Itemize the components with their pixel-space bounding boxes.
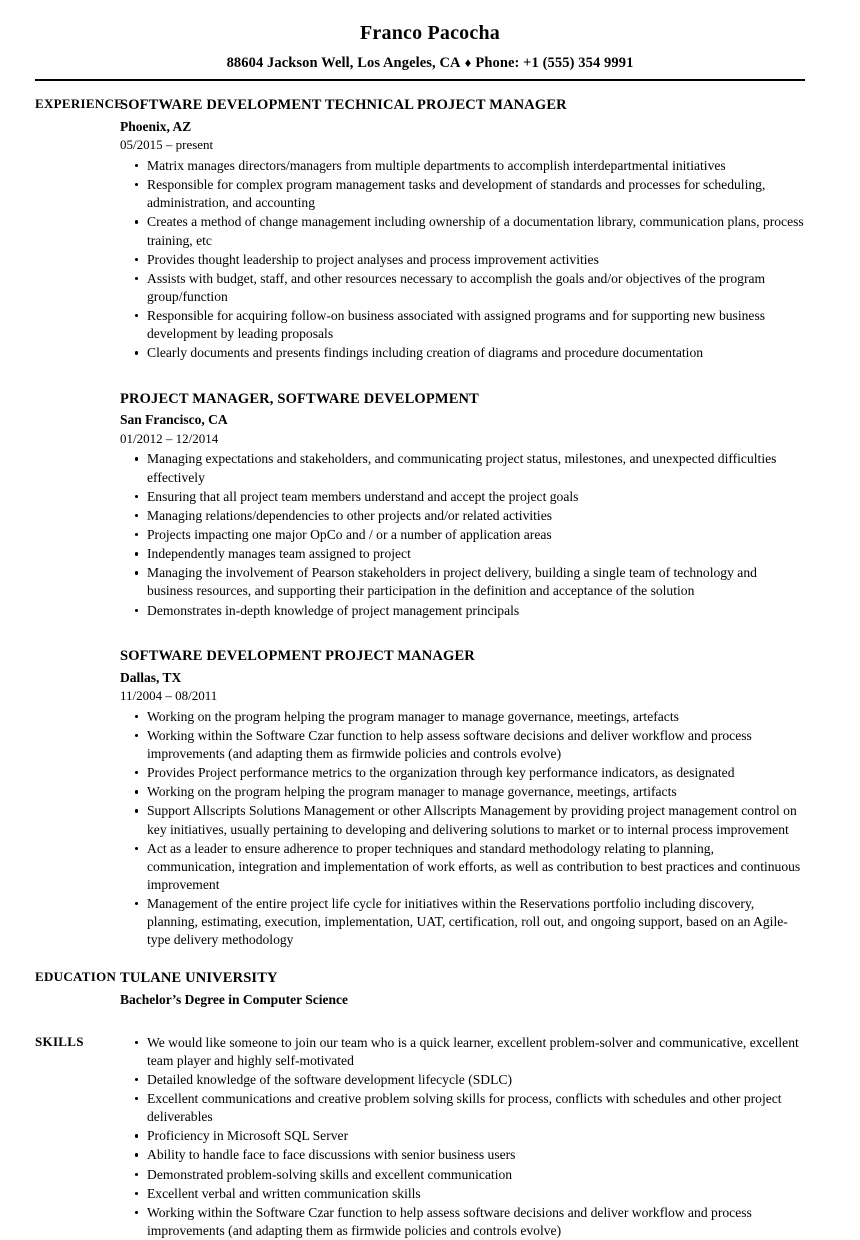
experience-body: [120, 96, 860, 951]
skills-section: [0, 1034, 860, 1240]
list-item: Assists with budget, staff, and other resources necessary to accomplish the goals and/or objectives of the program group/function: [120, 270, 805, 306]
list-item: Detailed knowledge of the software development lifecycle (SDLC): [120, 1071, 805, 1089]
list-item: Projects impacting one major OpCo and / or a number of application areas: [120, 526, 805, 544]
job-responsibility-list: [120, 450, 805, 619]
list-item: Working on the program helping the program manager to manage governance, meetings, artefacts: [120, 708, 805, 726]
candidate-name: Franco Pacocha: [360, 22, 500, 44]
contact-line: [0, 55, 860, 72]
job-dates: 11/2004 – 08/2011: [120, 687, 218, 703]
section-label-education: EDUCATION: [35, 968, 117, 984]
list-item: Responsible for complex program management tasks and development of standards and processes for scheduling, administration, and accounting: [120, 176, 805, 212]
list-item: Act as a leader to ensure adherence to proper techniques and standard methodology relating to planning, communication, integration and implementation of work efforts, as well as contribution to best practices and continuous improvement: [120, 840, 805, 894]
job-location: Phoenix, AZ: [120, 118, 192, 134]
list-item: Ability to handle face to face discussions with senior business users: [120, 1146, 805, 1164]
list-item: Working on the program helping the program manager to manage governance, meetings, artifacts: [120, 783, 805, 801]
list-item: Demonstrates in-depth knowledge of project management principals: [120, 602, 805, 620]
experience-section: [0, 96, 860, 951]
skills-body: [120, 1034, 860, 1240]
list-item: Working within the Software Czar function to help assess software decisions and deliver workflow and process improvements (and adapting them as firmwide policies and controls evolve): [120, 727, 805, 763]
education-body: [120, 969, 860, 1010]
job-title: SOFTWARE DEVELOPMENT TECHNICAL PROJECT MANAGER: [120, 97, 567, 113]
header-divider: [35, 79, 805, 81]
list-item: We would like someone to join our team who is a quick learner, excellent problem-solver and communicative, excellent team player and highly self-motivated: [120, 1034, 805, 1070]
education-school: TULANE UNIVERSITY: [120, 969, 278, 986]
list-item: Excellent verbal and written communication skills: [120, 1185, 805, 1203]
skills-list: [120, 1034, 805, 1240]
list-item: Managing the involvement of Pearson stakeholders in project delivery, building a single team of technology and business resources, and supporting their participation in the definition and acceptance of the solution: [120, 564, 805, 600]
list-item: Excellent communications and creative problem solving skills for process, conflicts with schedules and other project deliverables: [120, 1090, 805, 1126]
job-entry: [120, 96, 805, 363]
list-item: Provides thought leadership to project analyses and process improvement activities: [120, 251, 805, 269]
list-item: Provides Project performance metrics to the organization through key performance indicators, as designated: [120, 764, 805, 782]
job-dates: 05/2015 – present: [120, 137, 214, 153]
list-item: Independently manages team assigned to project: [120, 545, 805, 563]
list-item: Clearly documents and presents findings including creation of diagrams and procedure documentation: [120, 344, 805, 362]
list-item: Managing relations/dependencies to other projects and/or related activities: [120, 507, 805, 525]
list-item: Demonstrated problem-solving skills and excellent communication: [120, 1166, 805, 1184]
job-responsibility-list: [120, 708, 805, 950]
list-item: Ensuring that all project team members understand and accept the project goals: [120, 488, 805, 506]
contact-phone: Phone: +1 (555) 354 9991: [475, 55, 634, 71]
job-title: SOFTWARE DEVELOPMENT PROJECT MANAGER: [120, 647, 475, 664]
list-item: Managing expectations and stakeholders, and communicating project status, milestones, and unexpected difficulties effectively: [120, 450, 805, 486]
job-responsibility-list: [120, 157, 805, 363]
resume-header: [0, 0, 860, 81]
list-item: Management of the entire project life cycle for initiatives within the Reservations portfolio including discovery, planning, estimating, execution, implementation, UAT, certification, roll out, and ongoing support, based on an Agile-type delivery methodology: [120, 895, 805, 949]
list-item: Responsible for acquiring follow-on business associated with assigned programs and for supporting new business development by leading proposals: [120, 307, 805, 343]
contact-address: 88604 Jackson Well, Los Angeles, CA: [226, 55, 461, 71]
job-location: Dallas, TX: [120, 669, 182, 685]
job-dates: 01/2012 – 12/2014: [120, 430, 219, 446]
list-item: Creates a method of change management including ownership of a documentation library, communication plans, process training, etc: [120, 213, 805, 249]
list-item: Support Allscripts Solutions Management or other Allscripts Management by providing project management control on key initiatives, usually pertaining to developing and delivering solutions to market or to internal process improvement: [120, 802, 805, 838]
list-item: Proficiency in Microsoft SQL Server: [120, 1127, 805, 1145]
education-degree: Bachelor’s Degree in Computer Science: [120, 992, 348, 1008]
list-item: Matrix manages directors/managers from multiple departments to accomplish interdepartmental initiatives: [120, 157, 805, 175]
job-entry: [120, 647, 805, 950]
job-location: San Francisco, CA: [120, 412, 228, 428]
diamond-separator-icon: ♦: [464, 55, 472, 70]
job-entry: [120, 390, 805, 620]
education-section: [0, 969, 860, 1010]
job-title: PROJECT MANAGER, SOFTWARE DEVELOPMENT: [120, 390, 479, 407]
section-label-experience: EXPERIENCE: [35, 96, 124, 111]
list-item: Working within the Software Czar function to help assess software decisions and deliver workflow and process improvements (and adapting them as firmwide policies and controls evolve): [120, 1204, 805, 1240]
section-label-skills: SKILLS: [35, 1033, 84, 1049]
